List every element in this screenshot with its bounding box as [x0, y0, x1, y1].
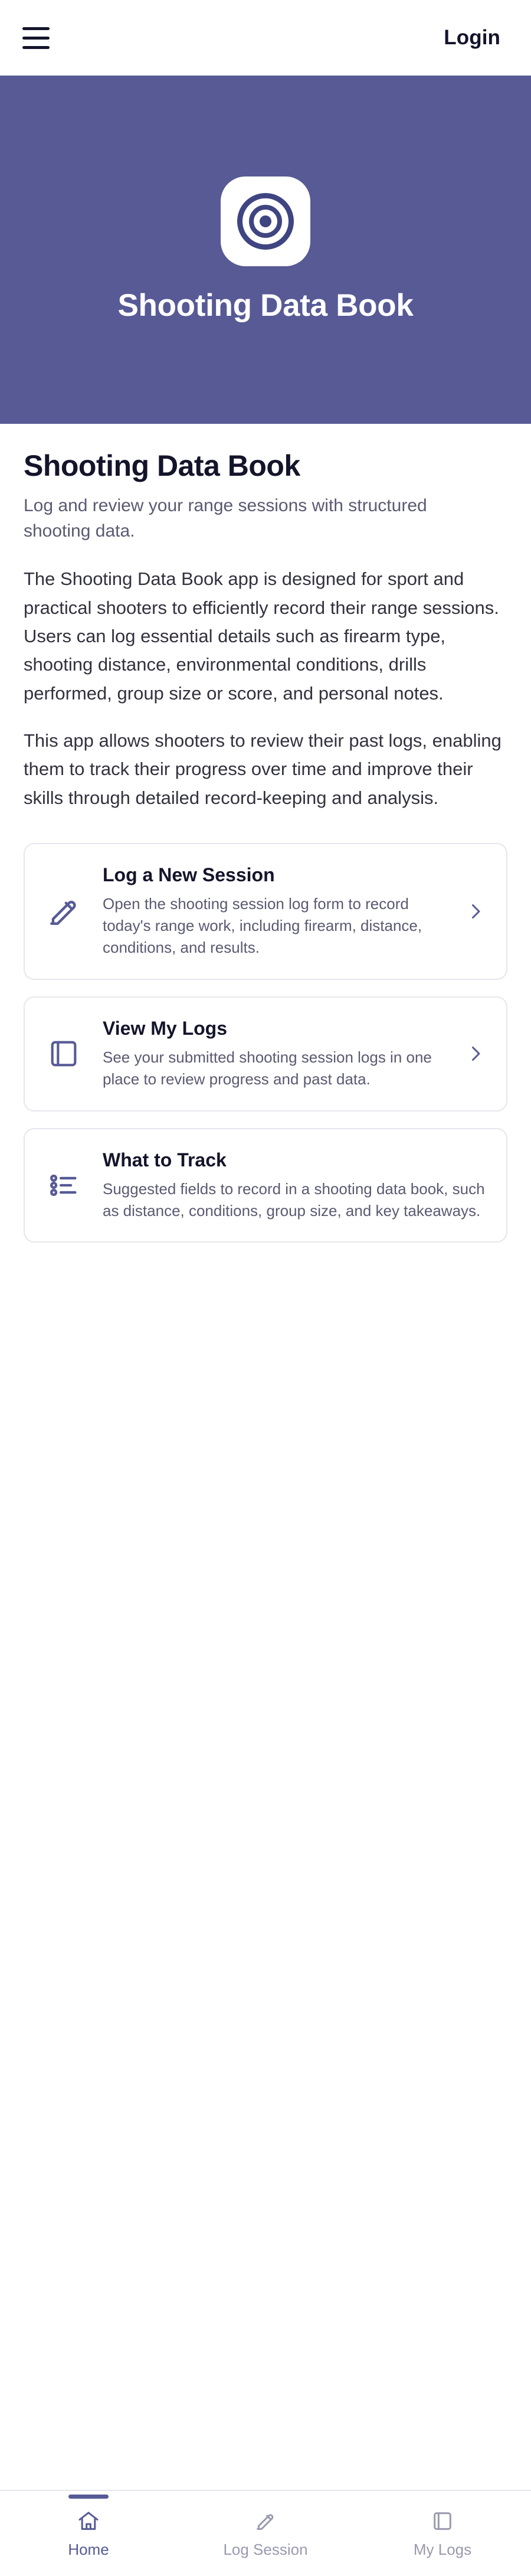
pencil-edit-icon	[41, 889, 86, 934]
target-outer-ring	[237, 193, 294, 250]
active-tab-indicator	[68, 2495, 109, 2499]
nav-item-my-logs[interactable]	[354, 2495, 531, 2559]
nav-item-log-session[interactable]	[177, 2495, 354, 2559]
action-card-list	[24, 843, 507, 1243]
card-title: What to Track	[103, 1149, 227, 1171]
content-spacer	[24, 1243, 507, 2490]
card-description: Suggested fields to record in a shooting data book, such as distance, conditions, group size, and key takeaways.	[103, 1179, 485, 1220]
target-inner-ring	[249, 205, 282, 238]
page-subtitle: Log and review your range sessions with structured shooting data.	[24, 496, 427, 541]
list-checklist-icon	[41, 1163, 86, 1208]
chevron-right-icon[interactable]	[463, 898, 489, 924]
chevron-right-icon[interactable]	[463, 1041, 489, 1067]
hero-title: Shooting Data Book	[117, 287, 414, 323]
home-icon	[77, 2508, 100, 2535]
intro-paragraph-2: This app allows shooters to review their past logs, enabling them to track their progress over time and improve their skills through detailed record-keeping and analysis.	[24, 730, 502, 808]
page-title: Shooting Data Book	[24, 449, 300, 482]
card-title: View My Logs	[103, 1017, 228, 1039]
nav-label-my-logs: My Logs	[413, 2541, 472, 2558]
card-description: See your submitted shooting session logs in one place to review progress and past data.	[103, 1048, 432, 1088]
card-description: Open the shooting session log form to record today's range work, including firearm, distance, conditions, and results.	[103, 895, 422, 956]
pencil-edit-icon	[254, 2508, 277, 2535]
login-button[interactable]: Login	[444, 26, 500, 49]
intro-paragraph-1: The Shooting Data Book app is designed for sport and practical shooters to efficiently record their range sessions. Users can log essential details such as firearm type, shooting distance, environmental conditions, drills performed, group size or score, and personal notes.	[24, 568, 499, 704]
nav-label-home: Home	[68, 2541, 109, 2558]
hamburger-menu-icon[interactable]	[22, 22, 53, 53]
hamburger-line	[22, 46, 50, 49]
hamburger-line	[22, 27, 50, 30]
book-icon	[41, 1031, 86, 1076]
hero-banner	[0, 76, 531, 424]
nav-label-log-session: Log Session	[223, 2541, 308, 2558]
nav-item-home[interactable]	[0, 2495, 177, 2559]
card-view-my-logs[interactable]	[24, 996, 507, 1112]
top-app-bar	[0, 0, 531, 76]
bottom-navigation-bar	[0, 2490, 531, 2576]
target-center-dot	[260, 215, 271, 227]
hamburger-line	[22, 37, 50, 40]
card-title: Log a New Session	[103, 864, 275, 886]
card-body	[103, 1149, 489, 1222]
target-bullseye-icon	[221, 176, 310, 266]
card-what-to-track[interactable]	[24, 1128, 507, 1243]
main-content	[0, 424, 531, 2490]
card-body	[103, 1018, 446, 1090]
card-log-a-new-session[interactable]	[24, 843, 507, 980]
card-body	[103, 864, 446, 959]
book-icon	[431, 2508, 454, 2535]
